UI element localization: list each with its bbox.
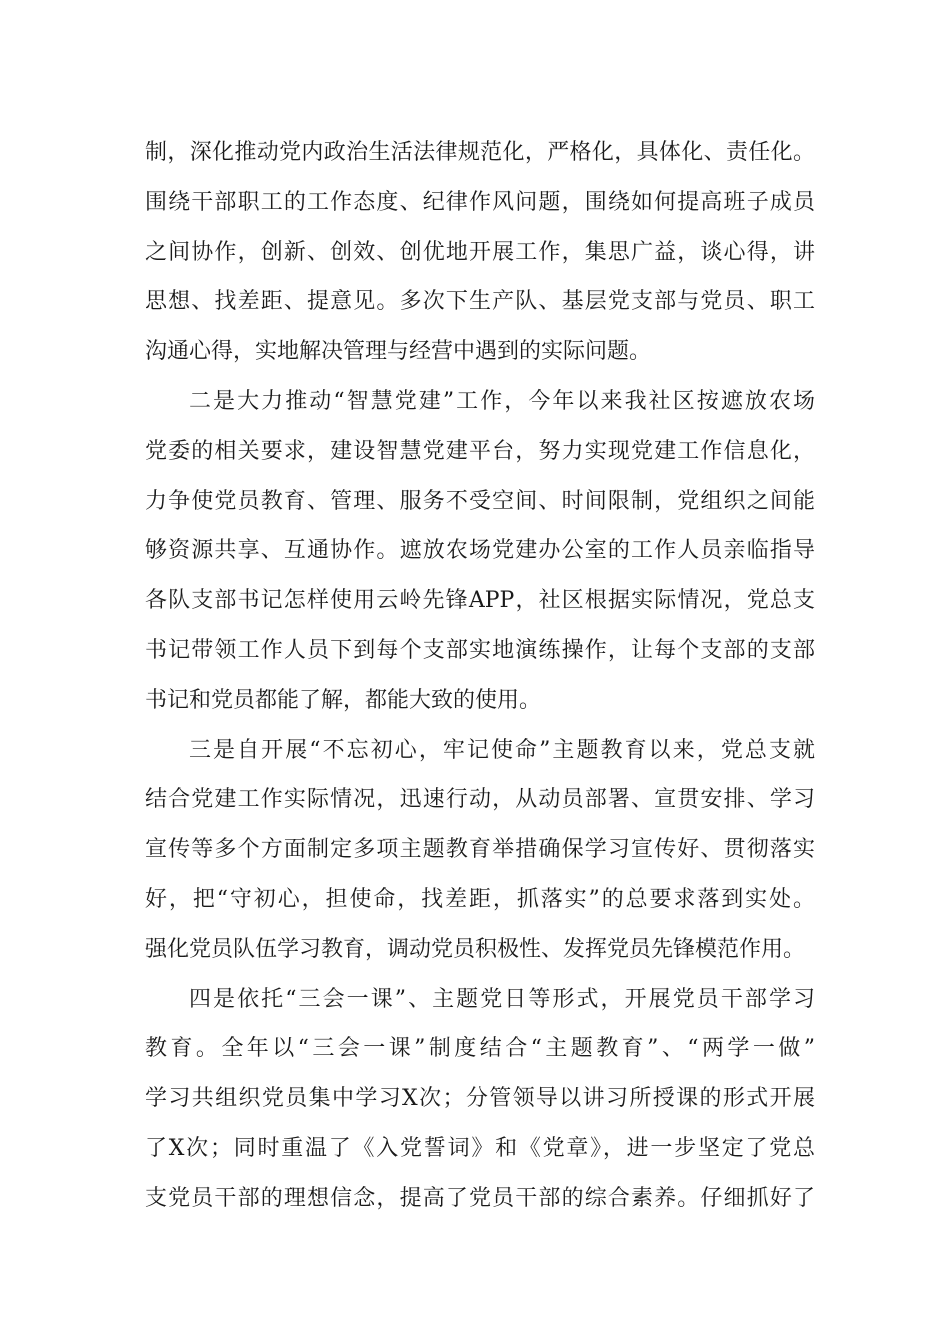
document-body <box>145 128 815 1224</box>
text-line: 好，把“守初心，担使命，找差距，抓落实”的总要求落到实处。 <box>145 886 815 912</box>
text-line: 沟通心得，实地解决管理与经营中遇到的实际问题。 <box>145 339 652 365</box>
text-line: 强化党员队伍学习教育，调动党员积极性、发挥党员先锋模范作用。 <box>145 936 806 962</box>
paragraph-start-line: 四是依托“三会一课”、主题党日等形式，开展党员干部学习 <box>189 986 815 1012</box>
text-line: 各队支部书记怎样使用云岭先锋APP，社区根据实际情况，党总支 <box>145 588 815 614</box>
text-line: 书记带领工作人员下到每个支部实地演练操作，让每个支部的支部 <box>145 637 815 663</box>
text-line: 书记和党员都能了解，都能大致的使用。 <box>145 687 542 713</box>
text-line: 思想、找差距、提意见。多次下生产队、基层党支部与党员、职工 <box>145 289 815 315</box>
text-line: 学习共组织党员集中学习X次；分管领导以讲习所授课的形式开展 <box>145 1086 815 1112</box>
text-line: 教育。全年以“三会一课”制度结合“主题教育”、“两学一做” <box>145 1036 815 1062</box>
text-line: 宣传等多个方面制定多项主题教育举措确保学习宣传好、贯彻落实 <box>145 837 815 863</box>
paragraph-start-line: 二是大力推动“智慧党建”工作，今年以来我社区按遮放农场 <box>189 388 815 414</box>
text-line: 了X次；同时重温了《入党誓词》和《党章》，进一步坚定了党总 <box>145 1135 815 1161</box>
paragraph-start-line: 三是自开展“不忘初心，牢记使命”主题教育以来，党总支就 <box>189 737 815 763</box>
text-line: 党委的相关要求，建设智慧党建平台，努力实现党建工作信息化， <box>145 438 815 464</box>
text-line: 之间协作，创新、创效、创优地开展工作，集思广益，谈心得，讲 <box>145 239 815 265</box>
text-line: 够资源共享、互通协作。遮放农场党建办公室的工作人员亲临指导 <box>145 538 815 564</box>
text-line: 制，深化推动党内政治生活法律规范化，严格化，具体化、责任化。 <box>145 140 815 165</box>
text-line: 围绕干部职工的工作态度、纪律作风问题，围绕如何提高班子成员 <box>145 189 815 215</box>
text-line: 结合党建工作实际情况，迅速行动，从动员部署、宣贯安排、学习 <box>145 787 815 813</box>
text-line: 力争使党员教育、管理、服务不受空间、时间限制，党组织之间能 <box>145 488 815 514</box>
text-line: 支党员干部的理想信念，提高了党员干部的综合素养。仔细抓好了 <box>145 1185 815 1211</box>
